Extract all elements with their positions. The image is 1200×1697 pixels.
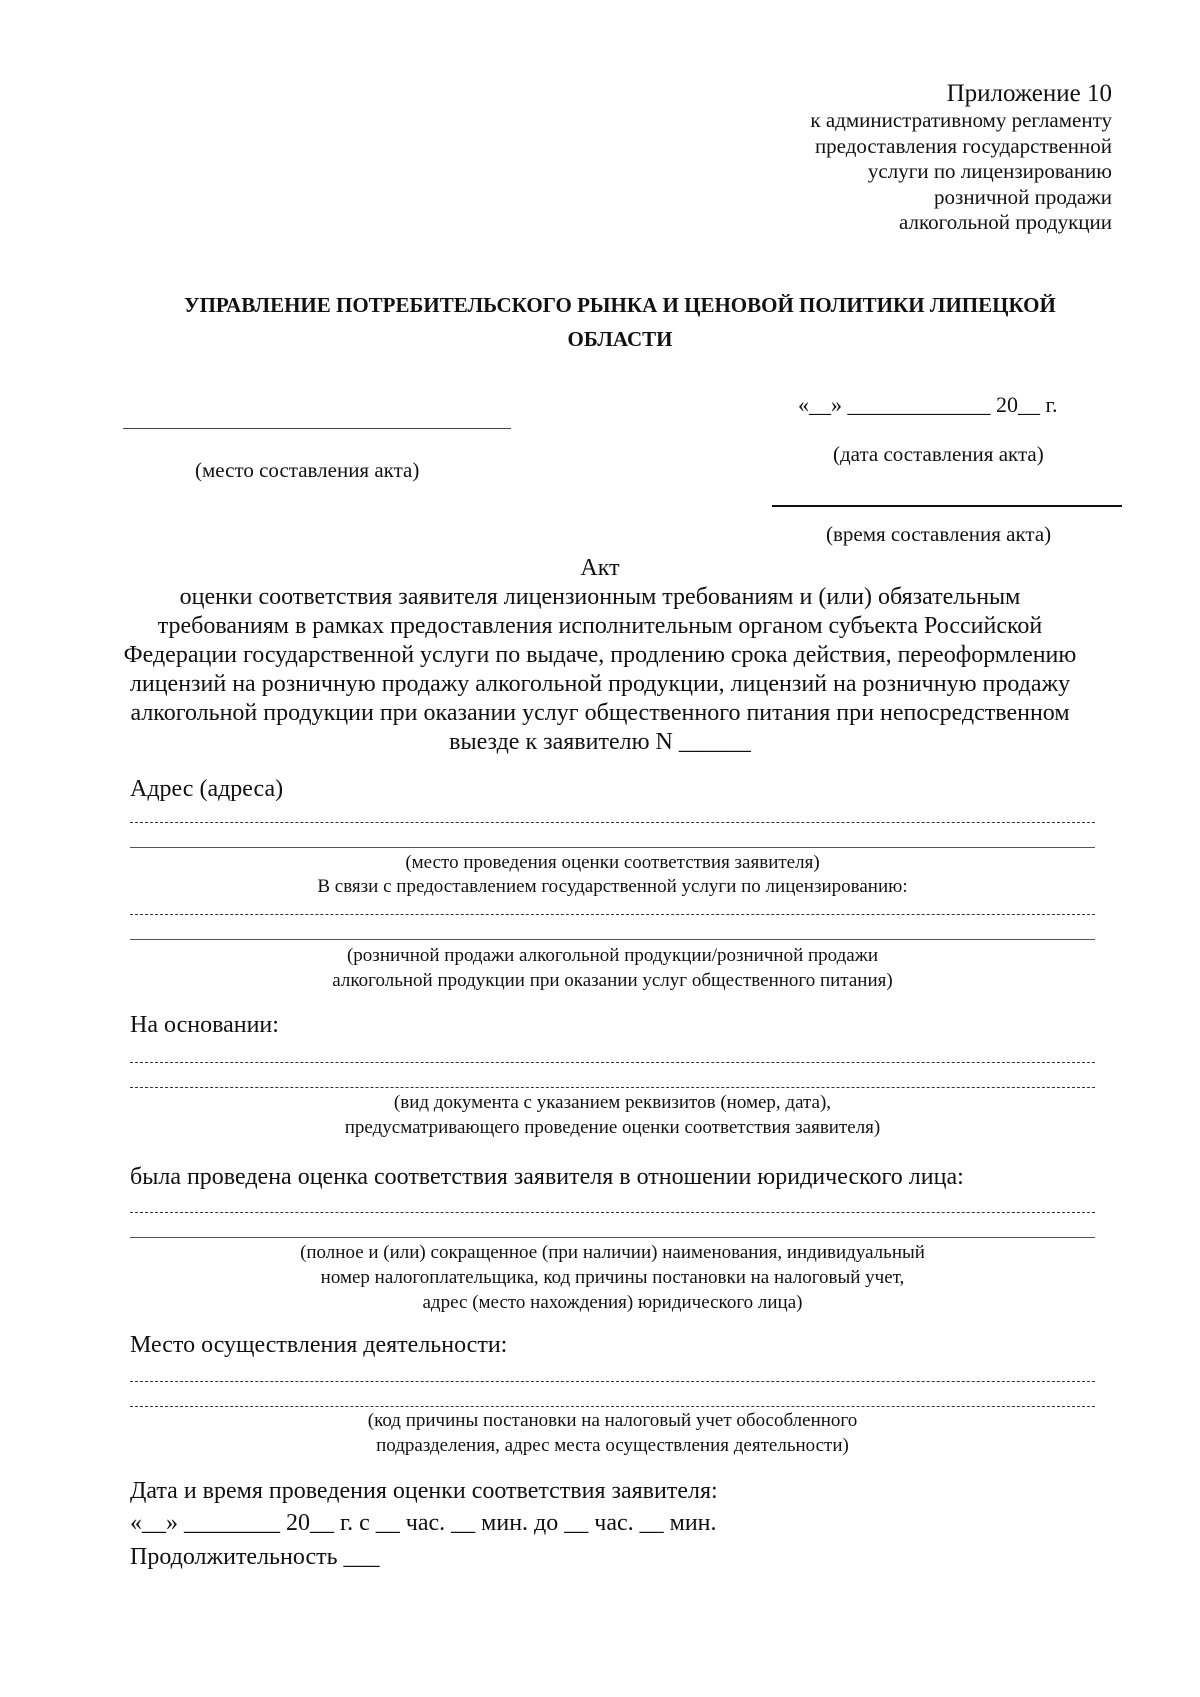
legal-entity-line <box>130 1237 1095 1238</box>
license-caption-line: (розничной продажи алкогольной продукции/розничной продажи <box>346 945 879 966</box>
license-line <box>130 939 1095 940</box>
act-line: требованиям в рамках предоставления исполнительным органом субъекта Российской <box>157 613 1043 639</box>
address-label: Адрес (адреса) <box>130 776 284 802</box>
datetime-value: «__» ________ 20__ г. с __ час. __ мин. до __ час. __ мин. <box>130 1510 717 1536</box>
place-caption: (место составления акта) <box>195 458 420 482</box>
address-caption: (место проведения оценки соответствия заявителя) <box>405 852 820 873</box>
activity-place-caption-line: подразделения, адрес места осуществления деятельности) <box>376 1435 849 1456</box>
legal-entity-caption-line: (полное и (или) сокращенное (при наличии) наименования, индивидуальный <box>300 1242 925 1263</box>
appendix-line: услуги по лицензированию <box>867 159 1112 183</box>
datetime-label: Дата и время проведения оценки соответствия заявителя: <box>130 1478 718 1504</box>
act-line: Федерации государственной услуги по выдаче, продлению срока действия, переоформлению <box>123 642 1077 668</box>
act-line: алкогольной продукции при оказании услуг общественного питания при непосредственном <box>130 700 1070 726</box>
act-line: лицензий на розничную продажу алкогольной продукции, лицензий на розничную продажу <box>129 671 1071 697</box>
basis-label: На основании: <box>130 1012 279 1038</box>
appendix-line: розничной продажи <box>934 184 1112 209</box>
time-caption: (время составления акта) <box>826 522 1052 546</box>
place-line <box>123 428 511 429</box>
appendix-line: предоставления государственной <box>814 133 1112 158</box>
act-title <box>120 554 1080 757</box>
legal-entity-caption <box>130 1240 1095 1315</box>
activity-place-line <box>130 1381 1095 1382</box>
basis-line <box>130 1062 1095 1063</box>
appendix-block <box>810 80 1112 236</box>
legal-entity-line <box>130 1212 1095 1213</box>
appendix-title: Приложение 10 <box>946 80 1112 107</box>
date-blank: «__» _____________ 20__ г. <box>798 392 1058 417</box>
license-subtitle: В связи с предоставлением государственной услуги по лицензированию: <box>317 876 908 897</box>
license-caption <box>130 943 1095 993</box>
act-heading: Акт <box>580 555 620 581</box>
time-line <box>772 505 1122 507</box>
organization-line: ОБЛАСТИ <box>567 327 673 351</box>
license-line <box>130 914 1095 915</box>
legal-entity-caption-line: адрес (место нахождения) юридического лица) <box>422 1292 803 1313</box>
basis-caption-line: (вид документа с указанием реквизитов (номер, дата), <box>393 1092 832 1113</box>
activity-place-caption-line: (код причины постановки на налоговый учет обособленного <box>367 1410 858 1431</box>
basis-caption-line: предусматривающего проведение оценки соответствия заявителя) <box>344 1117 881 1138</box>
address-line <box>130 847 1095 848</box>
organization-heading <box>140 288 1100 356</box>
organization-line: УПРАВЛЕНИЕ ПОТРЕБИТЕЛЬСКОГО РЫНКА И ЦЕНОВОЙ ПОЛИТИКИ ЛИПЕЦКОЙ <box>184 293 1056 317</box>
basis-caption <box>130 1090 1095 1140</box>
activity-place-line <box>130 1406 1095 1407</box>
act-line: оценки соответствия заявителя лицензионным требованиям и (или) обязательным <box>179 584 1021 610</box>
address-line <box>130 822 1095 823</box>
duration: Продолжительность ___ <box>130 1544 380 1570</box>
legal-entity-caption-line: номер налогоплательщика, код причины постановки на налоговый учет, <box>320 1267 905 1288</box>
basis-line <box>130 1087 1095 1088</box>
activity-place-caption <box>130 1408 1095 1458</box>
appendix-line: алкогольной продукции <box>899 210 1112 234</box>
act-line: выезде к заявителю N ______ <box>449 729 751 755</box>
appendix-line: к административному регламенту <box>810 108 1112 132</box>
activity-place-label: Место осуществления деятельности: <box>130 1332 508 1358</box>
date-caption: (дата составления акта) <box>833 442 1044 466</box>
license-caption-line: алкогольной продукции при оказании услуг общественного питания) <box>332 970 893 991</box>
legal-entity-label: была проведена оценка соответствия заявителя в отношении юридического лица: <box>130 1164 964 1190</box>
